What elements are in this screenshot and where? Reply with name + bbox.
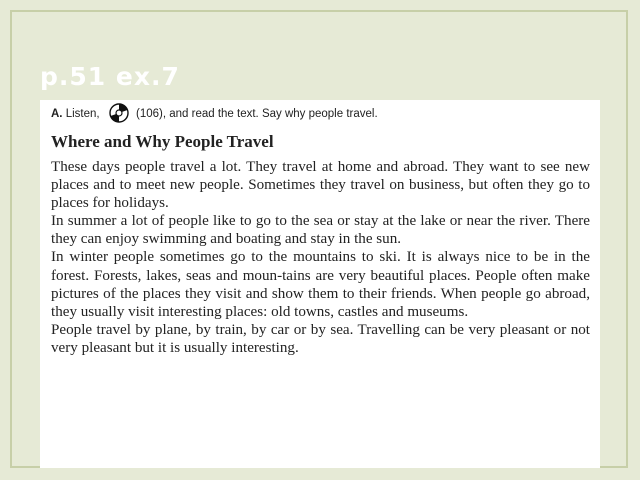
task-text-before-icon: Listen, (65, 108, 100, 120)
slide-title: p.51 ex.7 (40, 62, 180, 91)
paragraph-4: People travel by plane, by train, by car or by sea. Travelling can be very pleasant or not very pleasant but it is usually interesting. (51, 321, 590, 356)
task-letter: A. (51, 108, 63, 120)
textbook-page (40, 100, 600, 468)
paragraph-3: In winter people sometimes go to the mountains to ski. It is always nice to be in the forest. Forests, lakes, seas and moun-tains are very beautiful places. People often make pictures of the places they visit and show them to their friends. When people go abroad, they usually visit interesting places: old towns, castles and museums. (51, 249, 590, 320)
text-heading: Where and Why People Travel (51, 132, 274, 151)
task-text-after-icon: (106), and read the text. Say why people travel. (136, 108, 378, 120)
cd-disc-icon (108, 103, 130, 131)
task-instruction (51, 103, 590, 125)
paragraph-2: In summer a lot of people like to go to the sea or stay at the lake or near the river. There they can enjoy swimming and boating and stay in the sun. (51, 213, 590, 248)
paragraph-1: These days people travel a lot. They travel at home and abroad. They want to see new places and to meet new people. Sometimes they travel on business, but often they go to places for holidays. (51, 159, 590, 212)
